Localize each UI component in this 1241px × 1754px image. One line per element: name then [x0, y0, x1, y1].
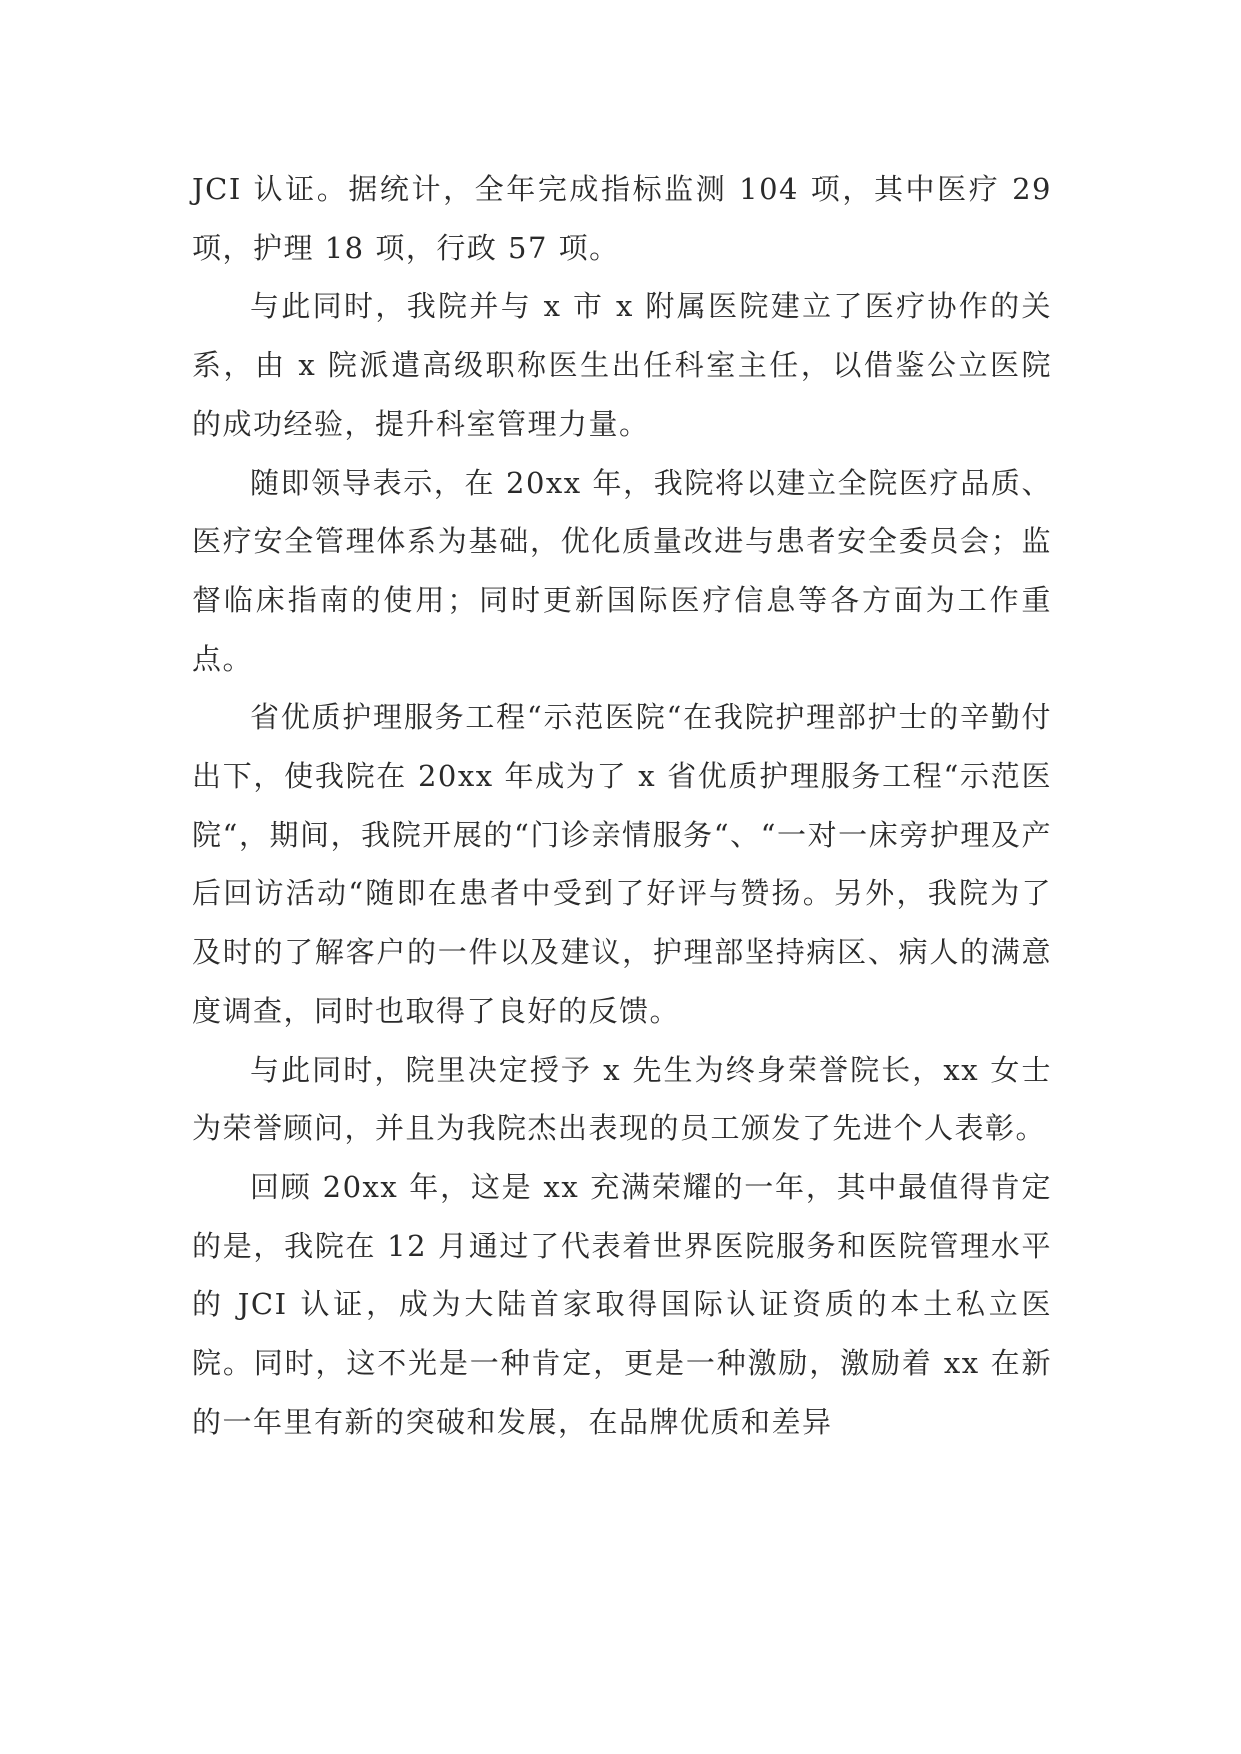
paragraph-4: 省优质护理服务工程“示范医院“在我院护理部护士的辛勤付出下，使我院在 20xx 年成为了 x 省优质护理服务工程“示范医院“，期间，我院开展的“门诊亲情服务“、“一对一床旁护理及产后回访活动“随即在患者中受到了好评与赞扬。另外，我院为了及时的了解客户的一件以及建议，护理部坚持病区、病人的满意度调查，同时也取得了良好的反馈。 — [192, 700, 1052, 1028]
paragraph-1: JCI 认证。据统计，全年完成指标监测 104 项，其中医疗 29 项，护理 18 项，行政 57 项。 — [192, 172, 1052, 265]
paragraph-6: 回顾 20xx 年，这是 xx 充满荣耀的一年，其中最值得肯定的是，我院在 12 月通过了代表着世界医院服务和医院管理水平的 JCI 认证，成为大陆首家取得国际认证资质的本土私立医院。同时，这不光是一种肯定，更是一种激励，激励着 xx 在新的一年里有新的突破和发展，在品牌优质和差异 — [192, 1169, 1052, 1439]
paragraph-5: 与此同时，院里决定授予 x 先生为终身荣誉院长，xx 女士为荣誉顾问，并且为我院杰出表现的员工颁发了先进个人表彰。 — [192, 1052, 1052, 1146]
paragraph-2: 与此同时，我院并与 x 市 x 附属医院建立了医疗协作的关系，由 x 院派遣高级职称医生出任科室主任，以借鉴公立医院的成功经验，提升科室管理力量。 — [192, 289, 1052, 441]
document-body — [192, 160, 1052, 1451]
paragraph-3: 随即领导表示，在 20xx 年，我院将以建立全院医疗品质、医疗安全管理体系为基础，优化质量改进与患者安全委员会；监督临床指南的使用；同时更新国际医疗信息等各方面为工作重点。 — [192, 465, 1052, 676]
